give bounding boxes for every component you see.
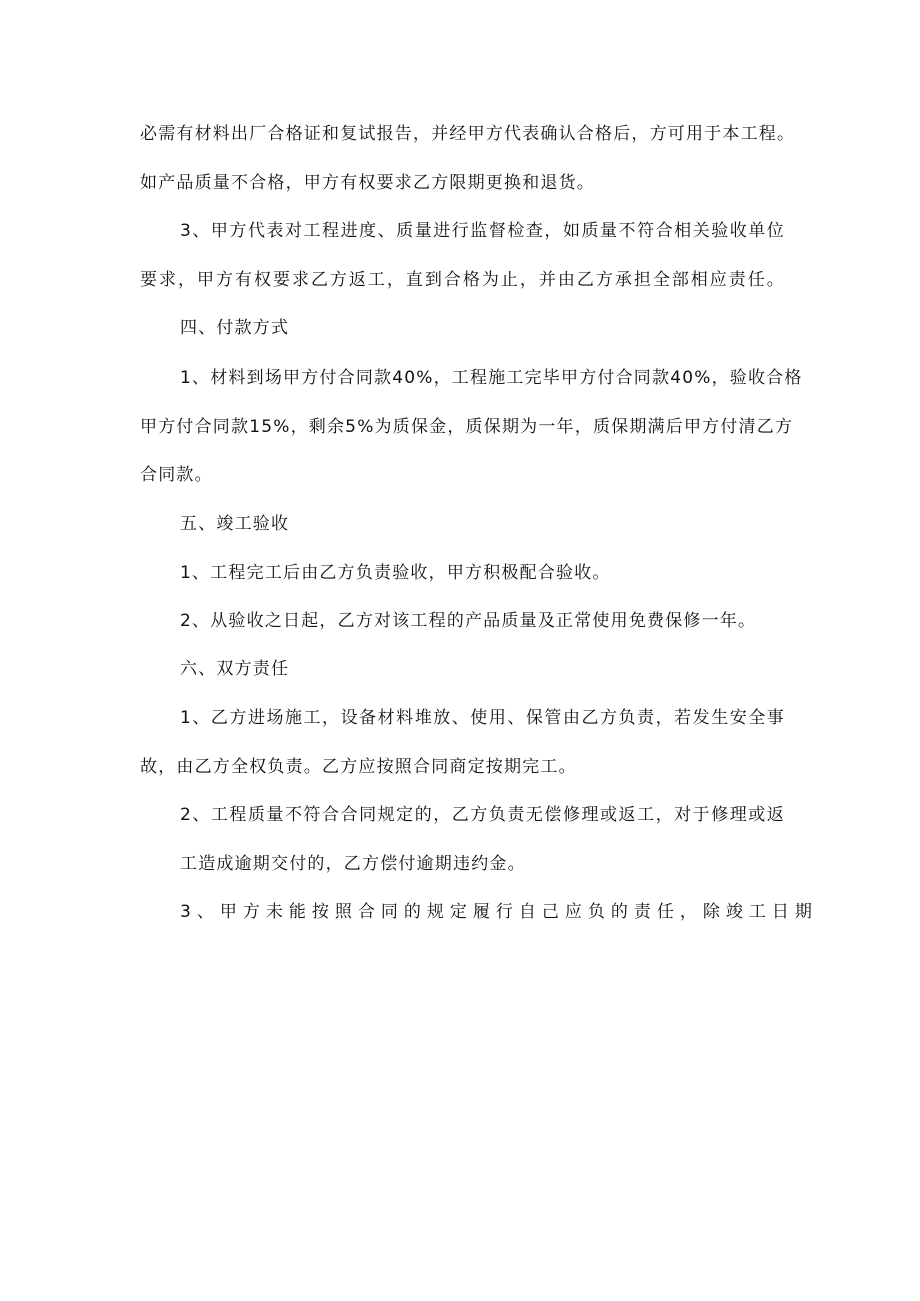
- paragraph-line: 工造成逾期交付的，乙方偿付逾期违约金。: [180, 854, 526, 874]
- section-heading: 六、双方责任: [180, 659, 290, 679]
- paragraph-line: 故，由乙方全权负责。乙方应按照合同商定按期完工。: [140, 757, 577, 777]
- paragraph-line: 甲方付合同款15%，剩余5%为质保金，质保期为一年，质保期满后甲方付清乙方: [140, 417, 794, 437]
- paragraph-line: 3、甲方代表对工程进度、质量进行监督检查，如质量不符合相关验收单位: [180, 221, 785, 241]
- section-heading: 五、竣工验收: [180, 514, 290, 534]
- paragraph-line: 1、材料到场甲方付合同款40%，工程施工完毕甲方付合同款40%，验收合格: [180, 368, 803, 388]
- paragraph-line: 2、工程质量不符合合同规定的，乙方负责无偿修理或返工，对于修理或返: [180, 805, 785, 825]
- paragraph-line: 要求，甲方有权要求乙方返工，直到合格为止，并由乙方承担全部相应责任。: [140, 270, 785, 290]
- paragraph-line: 3、甲方未能按照合同的规定履行自己应负的责任，除竣工日期: [180, 902, 818, 922]
- paragraph-line: 如产品质量不合格，甲方有权要求乙方限期更换和退货。: [140, 173, 595, 193]
- paragraph-line: 2、从验收之日起，乙方对该工程的产品质量及正常使用免费保修一年。: [180, 611, 757, 631]
- section-heading: 四、付款方式: [180, 318, 290, 338]
- paragraph-line: 必需有材料出厂合格证和复试报告，并经甲方代表确认合格后，方可用于本工程。: [140, 124, 796, 144]
- paragraph-line: 1、工程完工后由乙方负责验收，甲方积极配合验收。: [180, 563, 611, 583]
- paragraph-line: 合同款。: [140, 465, 213, 485]
- paragraph-line: 1、乙方进场施工，设备材料堆放、使用、保管由乙方负责，若发生安全事: [180, 708, 785, 728]
